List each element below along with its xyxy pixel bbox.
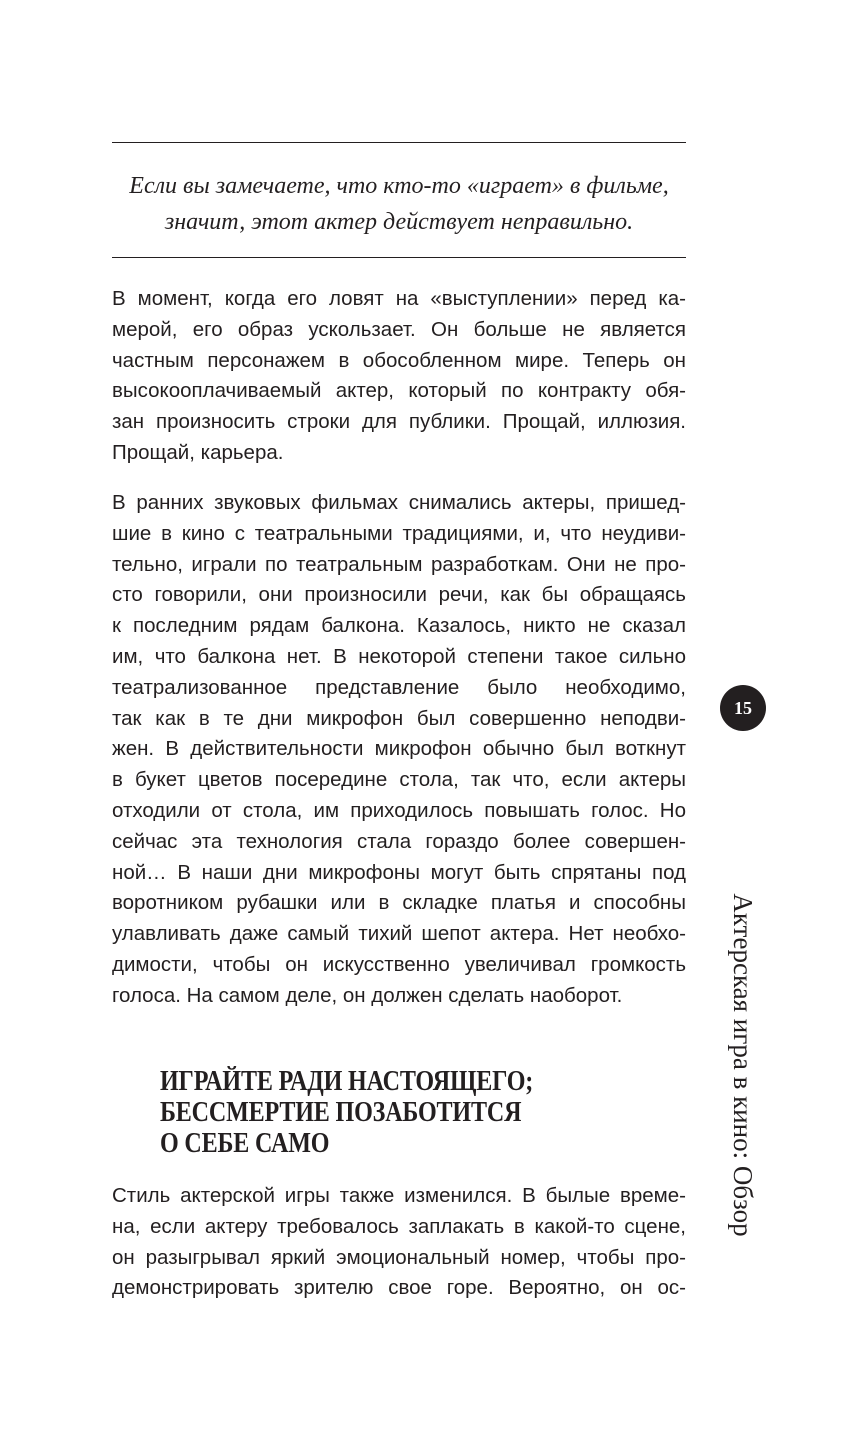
running-title: Актерская игра в кино: Обзор [728, 893, 758, 1237]
pull-quote-line: значит, этот актер действует неправильно. [164, 209, 634, 235]
section-heading-line: О СЕБЕ САМО [160, 1128, 330, 1159]
section-heading-line: БЕССМЕРТИЕ ПОЗАБОТИТСЯ [160, 1097, 522, 1128]
text-line: ной… В наши дни микрофоны могут быть спрятаны под [112, 860, 686, 884]
text-line: сейчас эта технология стала гораздо более совершен- [112, 829, 686, 853]
page-number-badge: 15 [720, 685, 766, 731]
section-heading-line: ИГРАЙТЕ РАДИ НАСТОЯЩЕГО; [160, 1066, 534, 1097]
text-line: в букет цветов посередине стола, так что, если актеры [112, 768, 686, 792]
text-line: им, что балкона нет. В некоторой степени такое сильно [112, 644, 686, 668]
pull-quote-line: Если вы замечаете, что кто-то «играет» в фильме, [129, 173, 669, 199]
text-line: к последним рядам балкона. Казалось, никто не сказал [112, 614, 686, 638]
pull-quote [112, 168, 686, 240]
text-line: зан произносить строки для публики. Прощай, иллюзия. [112, 410, 686, 434]
body-paragraph [112, 284, 686, 469]
quote-bottom-rule [112, 257, 686, 258]
section-heading [160, 1066, 533, 1159]
text-line: частным персонажем в обособленном мире. Теперь он [112, 348, 686, 372]
text-line: В ранних звуковых фильмах снимались актеры, пришед- [112, 491, 686, 514]
text-line: улавливать даже самый тихий шепот актера. Нет необхо- [112, 922, 686, 946]
text-line: В момент, когда его ловят на «выступлении» перед ка- [112, 287, 686, 310]
text-line: высокооплачиваемый актер, который по контракту обя- [112, 379, 686, 403]
body-paragraph [112, 1181, 686, 1304]
text-line: театрализованное представление было необходимо, [112, 675, 686, 699]
text-line: отходили от стола, им приходилось повышать голос. Но [112, 798, 686, 822]
text-line: димости, чтобы он искусственно увеличивал громкость [112, 952, 686, 976]
text-line: Стиль актерской игры также изменился. В былые време- [112, 1184, 686, 1207]
text-line: так как в те дни микрофон был совершенно неподви- [112, 706, 686, 730]
text-line: тельно, играли по театральным разработкам. Они не про- [112, 552, 686, 576]
text-line: Прощай, карьера. [112, 440, 284, 464]
text-line: демонстрировать зрителю свое горе. Вероятно, он ос- [112, 1276, 686, 1300]
text-line: воротником рубашки или в складке платья и способны [112, 891, 686, 915]
text-line: он разыгрывал яркий эмоциональный номер, чтобы про- [112, 1245, 686, 1269]
body-paragraph [112, 488, 686, 1012]
text-line: жен. В действительности микрофон обычно был воткнут [112, 737, 686, 761]
text-line: голоса. На самом деле, он должен сделать наоборот. [112, 983, 623, 1007]
text-line: на, если актеру требовалось заплакать в какой-то сцене, [112, 1214, 686, 1238]
text-line: сто говорили, они произносили речи, как бы обращаясь [112, 583, 686, 607]
text-line: шие в кино с театральными традициями, и, что неудиви- [112, 521, 686, 545]
text-line: мерой, его образ ускользает. Он больше не является [112, 317, 686, 341]
quote-top-rule [112, 142, 686, 143]
